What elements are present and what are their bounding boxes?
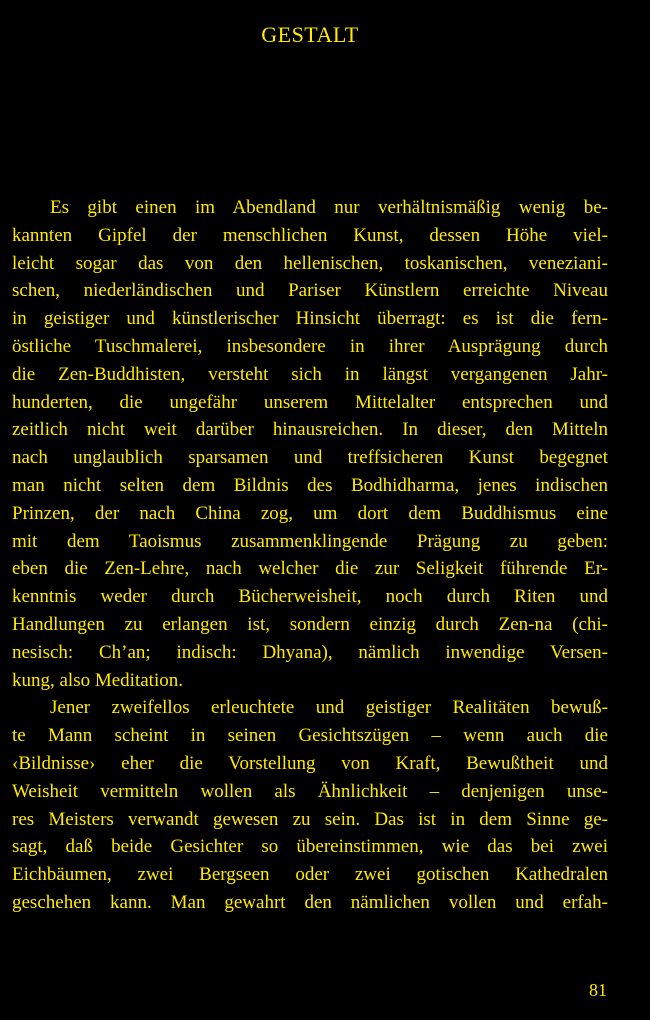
text-line: man nicht selten dem Bildnis des Bodhidharma, jenes indischen (12, 474, 608, 496)
text-line: Prinzen, der nach China zog, um dort dem Buddhismus eine (12, 502, 608, 524)
page-number: 81 (589, 980, 607, 1000)
running-head: GESTALT (261, 22, 359, 47)
text-line: die Zen-Buddhisten, versteht sich in längst vergangenen Jahr- (12, 363, 608, 385)
text-line: Weisheit vermitteln wollen als Ähnlichkeit – denjenigen unse- (12, 780, 608, 802)
text-line: kung, also Meditation. (12, 669, 183, 691)
body-text (12, 194, 608, 917)
text-line: schen, niederländischen und Pariser Künstlern erreichte Niveau (12, 280, 608, 302)
text-line: Handlungen zu erlangen ist, sondern einzig durch Zen-na (chi- (12, 613, 608, 635)
text-line: sagt, daß beide Gesichter so übereinstimmen, wie das bei zwei (12, 836, 608, 858)
text-line: ‹Bildnisse› eher die Vorstellung von Kraft, Bewußtheit und (12, 752, 608, 774)
text-line: Es gibt einen im Abendland nur verhältnismäßig wenig be- (50, 197, 608, 218)
text-line: nach unglaublich sparsamen und treffsicheren Kunst begegnet (12, 447, 608, 469)
text-line: hunderten, die ungefähr unserem Mittelalter entsprechen und (12, 391, 608, 413)
text-line: mit dem Taoismus zusammenklingende Prägung zu geben: (12, 530, 608, 552)
text-line: res Meisters verwandt gewesen zu sein. Das ist in dem Sinne ge- (12, 808, 608, 830)
text-line: Eichbäumen, zwei Bergseen oder zwei gotischen Kathedralen (12, 864, 608, 886)
text-line: zeitlich nicht weit darüber hinausreichen. In dieser, den Mitteln (12, 419, 608, 441)
text-line: kenntnis weder durch Bücherweisheit, noch durch Riten und (12, 586, 608, 608)
text-line: kannten Gipfel der menschlichen Kunst, dessen Höhe viel- (12, 224, 608, 246)
text-line: nesisch: Ch’an; indisch: Dhyana), nämlich inwendige Versen- (12, 641, 608, 663)
text-line: te Mann scheint in seinen Gesichtszügen – wenn auch die (12, 725, 608, 747)
text-line: geschehen kann. Man gewahrt den nämlichen vollen und erfah- (12, 891, 608, 913)
text-line: leicht sogar das von den hellenischen, toskanischen, veneziani- (12, 252, 608, 274)
text-line: eben die Zen-Lehre, nach welcher die zur Seligkeit führende Er- (12, 558, 608, 580)
text-line: Jener zweifellos erleuchtete und geistiger Realitäten bewuß- (50, 697, 608, 719)
text-line: in geistiger und künstlerischer Hinsicht überragt: es ist die fern- (12, 308, 608, 330)
text-line: östliche Tuschmalerei, insbesondere in ihrer Ausprägung durch (12, 335, 608, 357)
